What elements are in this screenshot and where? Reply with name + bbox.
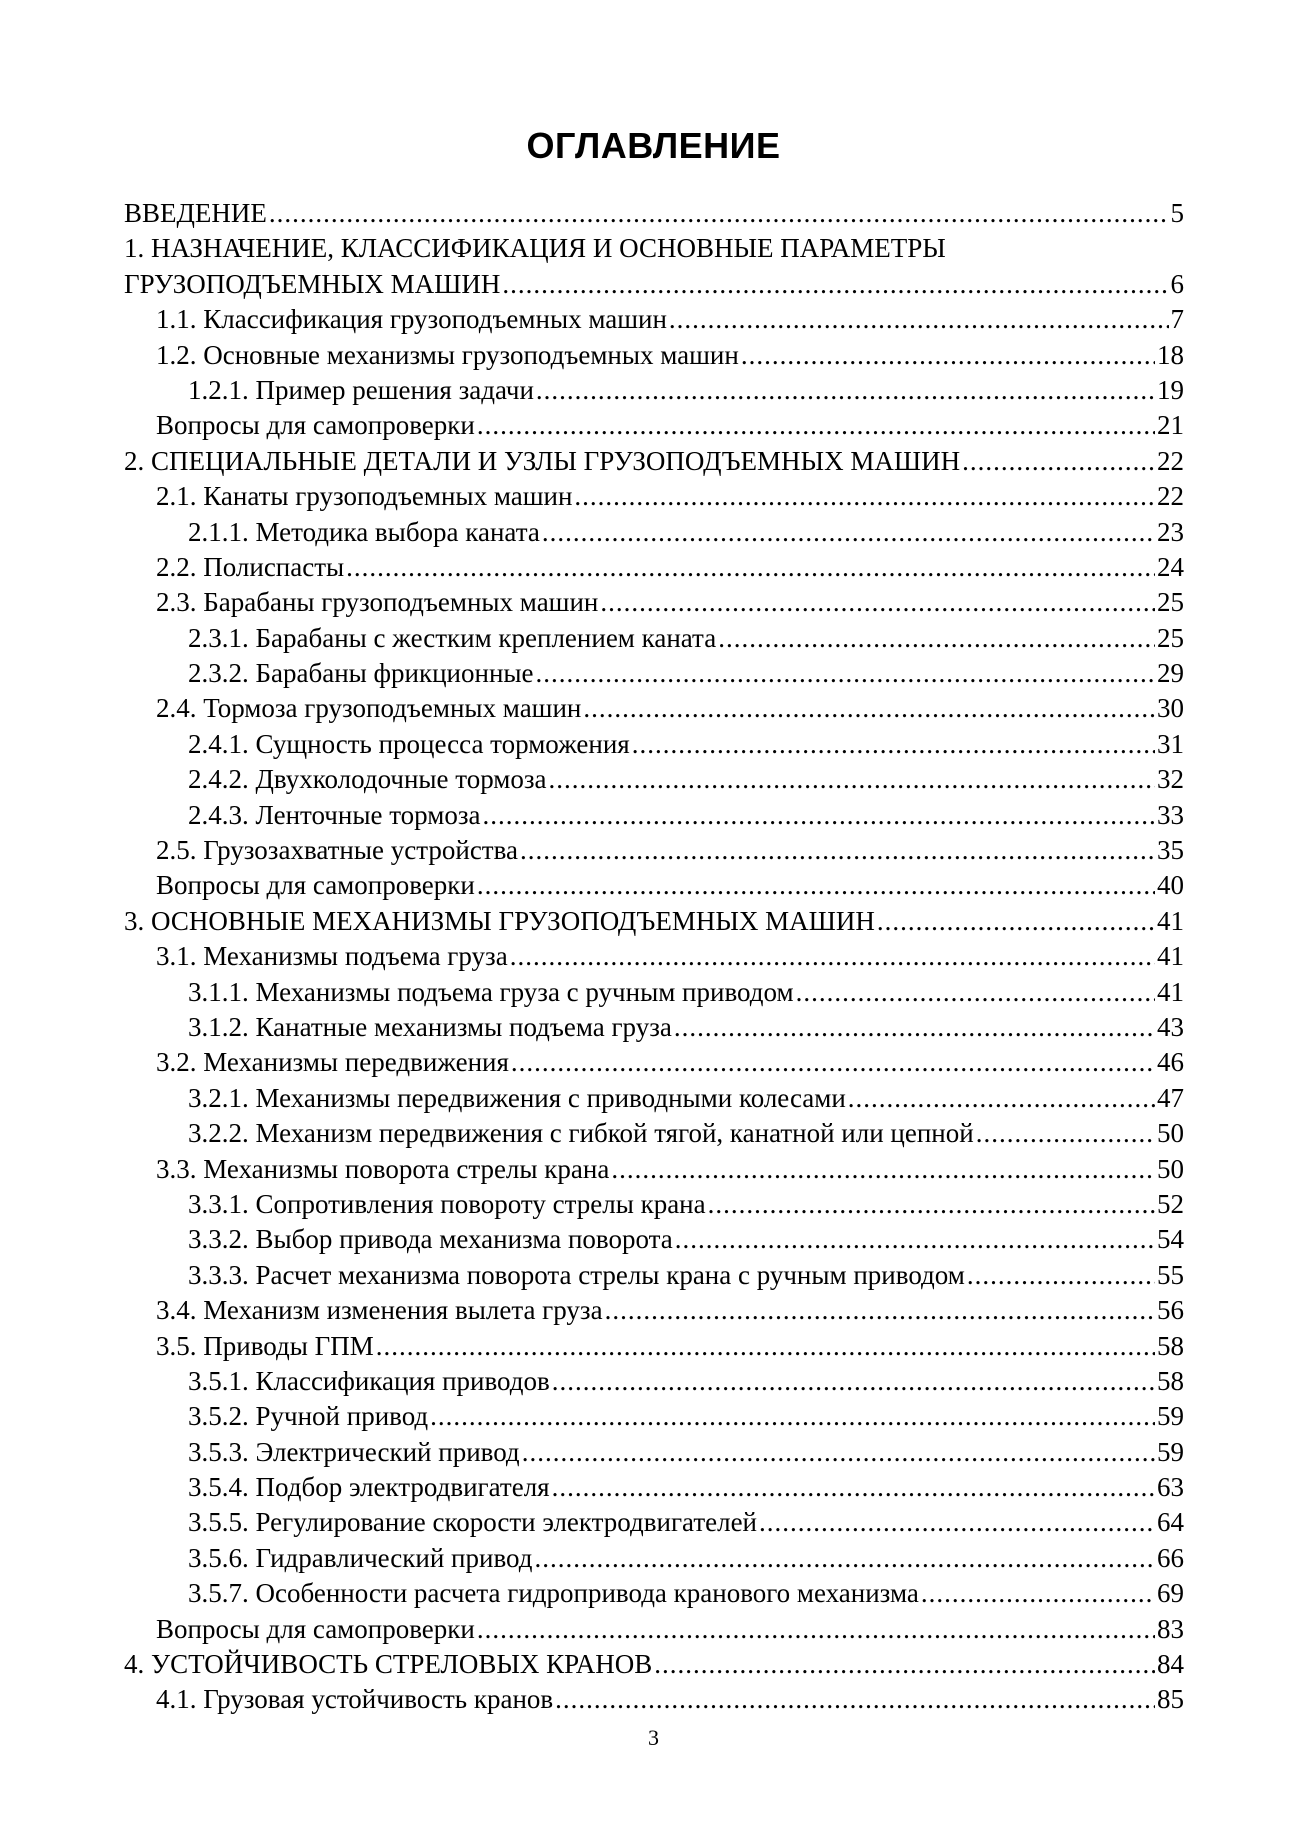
toc-entry: [124, 939, 1184, 974]
toc-entry-title: 2.3. Барабаны грузоподъемных машин: [156, 587, 599, 618]
toc-entry: [124, 373, 1184, 408]
toc-entry-title: Вопросы для самопроверки: [156, 870, 475, 901]
toc-entry: [124, 1258, 1184, 1293]
dot-leader: [536, 656, 1155, 691]
toc-entry-row: [124, 1470, 1184, 1505]
dot-leader: [600, 585, 1155, 620]
dot-leader: [605, 1293, 1155, 1328]
toc-entry-title: ГРУЗОПОДЪЕМНЫХ МАШИН: [124, 268, 501, 299]
toc-entry: [124, 762, 1184, 797]
toc-entry-title: 2.4. Тормоза грузоподъемных машин: [156, 693, 582, 724]
dot-leader: [511, 1045, 1155, 1080]
toc-entry-title: 4. УСТОЙЧИВОСТЬ СТРЕЛОВЫХ КРАНОВ: [124, 1649, 653, 1680]
toc-entry-title: 2.5. Грузозахватные устройства: [156, 835, 518, 866]
toc-entry: [124, 1187, 1184, 1222]
toc-entry-title: 3.1. Механизмы подъема груза: [156, 941, 508, 972]
toc-entry-page: 22: [1157, 481, 1184, 512]
dot-leader: [976, 1116, 1155, 1151]
toc-entry-page: 29: [1157, 658, 1184, 689]
toc-entry: [124, 444, 1184, 479]
toc-entry-title: 2.1. Канаты грузоподъемных машин: [156, 481, 573, 512]
toc-entry: [124, 1116, 1184, 1151]
toc-entry: [124, 1612, 1184, 1647]
toc-entry-page: 47: [1157, 1082, 1184, 1113]
toc-entry-title: 3.5. Приводы ГПМ: [156, 1330, 374, 1361]
toc-entry-page: 50: [1157, 1118, 1184, 1149]
toc-entry-row: [124, 302, 1184, 337]
toc-entry-page: 66: [1157, 1542, 1184, 1573]
toc-entry-title: 2.3.2. Барабаны фрикционные: [188, 658, 534, 689]
toc-entry-row: [124, 656, 1184, 691]
toc-entry-row: [124, 1045, 1184, 1080]
dot-leader: [877, 904, 1155, 939]
toc-entry-title: ВВЕДЕНИЕ: [124, 198, 267, 228]
toc-entry: [124, 550, 1184, 585]
toc-entry: [124, 656, 1184, 691]
dot-leader: [542, 515, 1155, 550]
dot-leader: [346, 550, 1155, 585]
toc-entry-row: [124, 1222, 1184, 1257]
toc-entry: [124, 302, 1184, 337]
toc-entry-row: [124, 267, 1184, 302]
toc-entry: [124, 727, 1184, 762]
dot-leader: [555, 1682, 1155, 1717]
toc-entry-title: 3.5.4. Подбор электродвигателя: [188, 1472, 550, 1503]
toc-entry-page: 21: [1157, 410, 1184, 441]
dot-leader: [430, 1399, 1155, 1434]
dot-leader: [477, 408, 1155, 443]
toc-entry: [124, 1682, 1184, 1717]
toc-entry-title: 2.3.1. Барабаны с жестким креплением каната: [188, 622, 717, 653]
toc-entry-row: [124, 1647, 1184, 1682]
toc-entry-page: 83: [1157, 1613, 1184, 1644]
dot-leader: [632, 727, 1155, 762]
toc-entry: [124, 1435, 1184, 1470]
toc-entry-title: 2.4.1. Сущность процесса торможения: [188, 728, 630, 759]
toc-entry-page: 50: [1157, 1153, 1184, 1184]
toc-entry: [124, 338, 1184, 373]
dot-leader: [520, 833, 1155, 868]
dot-leader: [510, 939, 1155, 974]
toc-entry-page: 59: [1157, 1401, 1184, 1432]
dot-leader: [718, 621, 1155, 656]
toc-entry-page: 18: [1157, 339, 1184, 370]
toc-entry-page: 58: [1157, 1330, 1184, 1361]
toc-entry: [124, 1329, 1184, 1364]
toc-entry: [124, 904, 1184, 939]
toc-entry-title: 3.2.2. Механизм передвижения с гибкой тягой, канатной или цепной: [188, 1118, 974, 1149]
toc-entry: [124, 621, 1184, 656]
toc-entry-page: 25: [1157, 587, 1184, 618]
toc-entry-page: 25: [1157, 622, 1184, 653]
toc-entry-page: 30: [1157, 693, 1184, 724]
toc-entry: [124, 833, 1184, 868]
toc-entry-row: [124, 338, 1184, 373]
toc-entry-row: [124, 1576, 1184, 1611]
toc-entry: [124, 1364, 1184, 1399]
toc-entry-row: [124, 1258, 1184, 1293]
dot-leader: [796, 975, 1155, 1010]
dot-leader: [583, 691, 1155, 726]
toc-entry-title: 2.2. Полиспасты: [156, 551, 345, 582]
dot-leader: [848, 1081, 1155, 1116]
dot-leader: [477, 1612, 1155, 1647]
toc-entry-page: 5: [1170, 198, 1184, 228]
toc-entry-row: [124, 515, 1184, 550]
dot-leader: [536, 373, 1155, 408]
dot-leader: [708, 1187, 1155, 1222]
toc-entry: [124, 231, 1184, 302]
toc-entry-title: 1.1. Классификация грузоподъемных машин: [156, 304, 667, 335]
toc-entry-row: [124, 1116, 1184, 1151]
toc-entry-row: [124, 1399, 1184, 1434]
dot-leader: [611, 1152, 1155, 1187]
toc-entry-title: 3.3.3. Расчет механизма поворота стрелы крана с ручным приводом: [188, 1259, 965, 1290]
toc-entry-page: 69: [1157, 1578, 1184, 1609]
toc-entry-page: 23: [1157, 516, 1184, 547]
toc-entry-title: 2.4.2. Двухколодочные тормоза: [188, 764, 547, 795]
toc-entry-title: 2.4.3. Ленточные тормоза: [188, 799, 481, 830]
toc-entry-title: 3.3. Механизмы поворота стрелы крана: [156, 1153, 610, 1184]
toc-entry-row: [124, 373, 1184, 408]
dot-leader: [477, 868, 1155, 903]
toc-entry-title: 2.1.1. Методика выбора каната: [188, 516, 540, 547]
toc-entry: [124, 585, 1184, 620]
toc-entry-title: 3.2.1. Механизмы передвижения с приводными колесами: [188, 1082, 846, 1113]
toc-entry-row: [124, 939, 1184, 974]
toc-entry: [124, 691, 1184, 726]
dot-leader: [741, 338, 1155, 373]
toc-entry-row: [124, 1293, 1184, 1328]
toc-entry-title: 1.2. Основные механизмы грузоподъемных машин: [156, 339, 739, 370]
dot-leader: [534, 1541, 1155, 1576]
toc-entry: [124, 1081, 1184, 1116]
toc-entry: [124, 975, 1184, 1010]
toc-entry-title: 3.5.1. Классификация приводов: [188, 1365, 550, 1396]
toc-entry-title: Вопросы для самопроверки: [156, 1613, 475, 1644]
toc-entry-page: 56: [1157, 1295, 1184, 1326]
toc-entry-row: [124, 868, 1184, 903]
toc-entry: [124, 408, 1184, 443]
toc-entry-row: [124, 585, 1184, 620]
toc-entry: [124, 1505, 1184, 1540]
toc-entry-title: 1.2.1. Пример решения задачи: [188, 374, 534, 405]
toc-entry-row: [124, 1435, 1184, 1470]
toc-entry-row: [124, 1682, 1184, 1717]
toc-entry: [124, 798, 1184, 833]
toc-entry-title: 3.5.5. Регулирование скорости электродвигателей: [188, 1507, 758, 1538]
toc-entry-title-line1: 1. НАЗНАЧЕНИЕ, КЛАССИФИКАЦИЯ И ОСНОВНЫЕ ПАРАМЕТРЫ: [124, 233, 946, 264]
toc-entry-title: 3.5.6. Гидравлический привод: [188, 1542, 533, 1573]
toc-entry: [124, 1293, 1184, 1328]
toc-entry-title: 3.3.1. Сопротивления повороту стрелы крана: [188, 1188, 706, 1219]
toc-entry-page: 6: [1170, 268, 1184, 299]
toc-entry-row: [124, 1010, 1184, 1045]
toc-entry-title: 3.4. Механизм изменения вылета груза: [156, 1295, 603, 1326]
toc-entry-page: 40: [1157, 870, 1184, 901]
toc-entry-row: [124, 975, 1184, 1010]
toc-entry-page: 58: [1157, 1365, 1184, 1396]
toc-entry-title: 3.1.1. Механизмы подъема груза с ручным приводом: [188, 976, 794, 1007]
dot-leader: [669, 302, 1169, 337]
toc-entry: [124, 868, 1184, 903]
toc-entry-row: [124, 833, 1184, 868]
toc-entry-title: 3.5.2. Ручной привод: [188, 1401, 429, 1432]
toc-entry-row: [124, 691, 1184, 726]
toc-entry: [124, 479, 1184, 514]
toc-entry-row: [124, 1541, 1184, 1576]
toc-entry-row: [124, 1152, 1184, 1187]
toc-entry-row: [124, 1612, 1184, 1647]
toc-entry: [124, 515, 1184, 550]
toc-entry-page: 64: [1157, 1507, 1184, 1538]
toc-entry-title: 2. СПЕЦИАЛЬНЫЕ ДЕТАЛИ И УЗЛЫ ГРУЗОПОДЪЕМНЫХ МАШИН: [124, 445, 961, 476]
toc-entry-title: 3. ОСНОВНЫЕ МЕХАНИЗМЫ ГРУЗОПОДЪЕМНЫХ МАШИН: [124, 905, 875, 936]
toc-entry-page: 32: [1157, 764, 1184, 795]
toc-entry: [124, 1045, 1184, 1080]
toc-entry-page: 52: [1157, 1188, 1184, 1219]
toc-entry: [124, 1470, 1184, 1505]
toc-entry-row: [124, 798, 1184, 833]
toc-entry-page: 35: [1157, 835, 1184, 866]
dot-leader: [522, 1435, 1155, 1470]
toc-entry-page: 33: [1157, 799, 1184, 830]
dot-leader: [269, 196, 1169, 231]
toc-entry-page: 7: [1170, 304, 1184, 335]
toc-entry: [124, 1647, 1184, 1682]
toc-entry-row: [124, 408, 1184, 443]
toc-entry-title: 4.1. Грузовая устойчивость кранов: [156, 1684, 554, 1715]
toc-entry-title: 3.5.7. Особенности расчета гидропривода кранового механизма: [188, 1578, 919, 1609]
toc-entry-row: [124, 1187, 1184, 1222]
dot-leader: [376, 1329, 1155, 1364]
toc-entry-page: 31: [1157, 728, 1184, 759]
toc-entry-page: 55: [1157, 1259, 1184, 1290]
toc-entry-page: 41: [1157, 976, 1184, 1007]
dot-leader: [552, 1470, 1155, 1505]
toc-entry-row: [124, 196, 1184, 231]
toc-entry-title: 3.1.2. Канатные механизмы подъема груза: [188, 1012, 672, 1042]
toc-entry-row: [124, 1505, 1184, 1540]
toc-entry-page: 43: [1157, 1012, 1184, 1042]
toc-entry-page: 41: [1157, 905, 1184, 936]
toc-entry-page: 46: [1157, 1047, 1184, 1078]
page-title: ОГЛАВЛЕНИЕ: [526, 125, 781, 166]
toc-entry-page: 59: [1157, 1436, 1184, 1467]
toc-entry: [124, 1010, 1184, 1045]
toc-entry-row: [124, 550, 1184, 585]
toc-entry-row: [124, 762, 1184, 797]
dot-leader: [502, 267, 1168, 302]
toc-entry-page: 22: [1157, 445, 1184, 476]
page-number: 3: [648, 1725, 659, 1750]
toc-entry-page: 85: [1157, 1684, 1184, 1715]
toc-entry-row: [124, 904, 1184, 939]
dot-leader: [549, 762, 1155, 797]
toc-entry: [124, 1541, 1184, 1576]
toc-entry-row: [124, 1364, 1184, 1399]
toc-entry-page: 41: [1157, 941, 1184, 972]
dot-leader: [482, 798, 1155, 833]
dot-leader: [654, 1647, 1155, 1682]
dot-leader: [674, 1010, 1155, 1045]
toc-entry: [124, 1576, 1184, 1611]
toc-entry: [124, 1222, 1184, 1257]
toc-entry-title: 3.3.2. Выбор привода механизма поворота: [188, 1224, 673, 1255]
toc-entry: [124, 1399, 1184, 1434]
toc-entry-row: [124, 727, 1184, 762]
dot-leader: [962, 444, 1155, 479]
toc-entry-row: [124, 1081, 1184, 1116]
toc-entry-page: 24: [1157, 551, 1184, 582]
dot-leader: [967, 1258, 1155, 1293]
toc-entry: [124, 196, 1184, 231]
toc-entry-row: [124, 1329, 1184, 1364]
toc-entry-title: Вопросы для самопроверки: [156, 410, 475, 441]
toc-entry-row: [124, 479, 1184, 514]
toc-entry-title: 3.5.3. Электрический привод: [188, 1436, 520, 1467]
toc-entry-page: 54: [1157, 1224, 1184, 1255]
toc-entry-row: [124, 621, 1184, 656]
dot-leader: [552, 1364, 1155, 1399]
toc-entry-page: 84: [1157, 1649, 1184, 1680]
toc-entry: [124, 1152, 1184, 1187]
dot-leader: [675, 1222, 1155, 1257]
table-of-contents: [124, 196, 1184, 1718]
toc-entry-title: 3.2. Механизмы передвижения: [156, 1047, 509, 1078]
dot-leader: [921, 1576, 1155, 1611]
toc-entry-page: 63: [1157, 1472, 1184, 1503]
dot-leader: [759, 1505, 1155, 1540]
toc-entry-row: [124, 444, 1184, 479]
toc-entry-page: 19: [1157, 374, 1184, 405]
dot-leader: [574, 479, 1155, 514]
